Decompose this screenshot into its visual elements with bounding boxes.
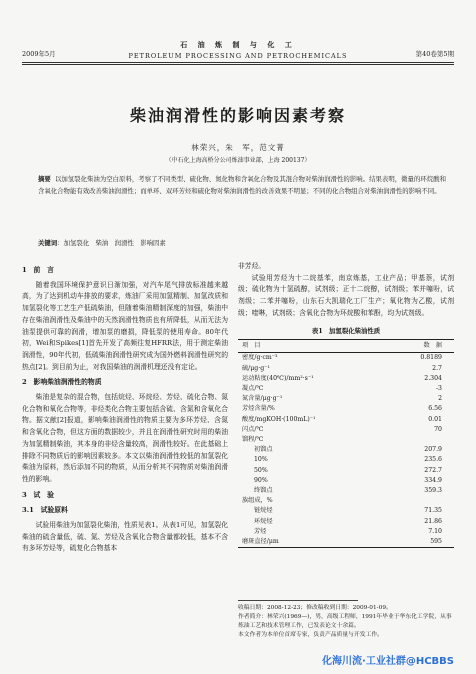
table-cell-value: 359.3 bbox=[424, 487, 442, 495]
table-cell-value: 0.8189 bbox=[420, 354, 442, 362]
section-3-1-title: 3.1 试验原料 bbox=[22, 506, 68, 515]
table-cell-value: 207.9 bbox=[424, 446, 442, 454]
table-row bbox=[238, 404, 454, 414]
table-row bbox=[238, 486, 454, 496]
keywords-label: 关键词 bbox=[38, 239, 58, 247]
table-cell-label: 10% bbox=[254, 456, 268, 464]
table-cell-value: 70 bbox=[434, 425, 442, 433]
table-row bbox=[238, 496, 454, 506]
header-date: 2009年5月 bbox=[22, 50, 56, 58]
table-cell-label: 终馏点 bbox=[254, 487, 273, 495]
abstract-label: 摘要 bbox=[38, 175, 51, 183]
table-cell-value: 2 bbox=[438, 395, 442, 403]
section-1-paragraph: 随着我国环境保护意识日渐加强，对汽车尾气排放标准越来越高，为了达到机动车排放的要求，炼油厂采用加氢精制、加氢改质和加氢裂化等工艺生产低硫柴油，但随着柴油精制深度的加强，柴油中存在柴油润滑性及柴油中的天然润滑性物质也有所降低，从而无法为油泵提供可靠的润滑，增加泵的磨损，降低泵的使用寿命。80年代初，Wei和Spikes[1]首先开发了高频往复HFRR法，用于测定柴油润滑性，90年代初，低硫柴油润滑性研究成为国外燃料润滑性研究的热点[2]。到目前为止，对我国柴油的润滑机理还没有定论。 bbox=[22, 280, 228, 371]
table-cell-value: -3 bbox=[435, 385, 442, 393]
journal-name-cn: 石 油 炼 制 与 化 工 bbox=[180, 40, 296, 49]
footnote-received: 收稿日期：2008-12-23；修改稿收到日期：2009-01-09。 bbox=[238, 605, 392, 611]
table-cell-label: 闪点/℃ bbox=[242, 425, 264, 433]
table-cell-value: 235.6 bbox=[424, 456, 442, 464]
table-row bbox=[238, 364, 454, 374]
table-cell-label: 酸度/mgKOH·(100mL)⁻¹ bbox=[242, 415, 316, 423]
keywords-text: 加氢裂化 柴油 润滑性 影响因素 bbox=[63, 239, 166, 247]
section-3-title: 3 试 验 bbox=[22, 490, 54, 499]
section-3-1-paragraph: 试验用柴油为加氢裂化柴油，性质见表1。从表1可见，加氢裂化柴油的硫含量低，硫、氮、芳烃及含氧化合物含量都较低，基本不含有多环芳烃等，硫复化合物基本 bbox=[22, 521, 228, 553]
header-rule bbox=[22, 62, 454, 63]
table-cell-label: 凝点/℃ bbox=[242, 385, 264, 393]
table-row bbox=[238, 384, 454, 394]
table-cell-label: 磨斑直径/μm bbox=[238, 537, 386, 548]
table-row bbox=[238, 466, 454, 476]
abstract-text: 以加氢裂化柴油为空白原料，考察了不同类型、硫化物、氮化物和含氧化合物及其混合物对柴油润滑性的影响。结果表明，微量的环烷酸和含氧化合物能有效改善柴油润滑性；而单环、双环芳烃和硫化物对柴油润滑性的改善效果不明显；不同的化合物组合对柴油润滑性的影响不同。 bbox=[38, 175, 446, 195]
table-cell-label: 硫/μg·g⁻¹ bbox=[242, 364, 270, 372]
table-row bbox=[238, 476, 454, 486]
table-cell-label: 芳烃含量/% bbox=[242, 405, 275, 413]
header-volume: 第40卷第5期 bbox=[415, 50, 454, 58]
table-row bbox=[238, 394, 454, 404]
table-cell-label: 馏程/℃ bbox=[242, 436, 264, 444]
table-cell-label: 族组成，% bbox=[242, 497, 273, 505]
table-cell-value: 7.10 bbox=[428, 527, 442, 535]
authors: 林荣兴，朱 军，范文菁 bbox=[191, 143, 285, 152]
section-2-paragraph: 柴油是复杂的混合物，包括烷烃、环烷烃、芳烃、硫化合物、氮化合物和氧化合物等，非烃类化合物主要包括含硫、含氮和含氧化合物。据文献[2]报道，影响柴油润滑性的物质主要为多环芳烃、含氮和含氧化合物，但这方面的数据较少，并且在润滑性研究时用的柴油为加氢精制柴油，其本身的非烃含量较高，润滑性较好。在此基础上排除不同物质后的影响因素较多。本文以柴油润滑性较低的加氢裂化柴油为原料，然后添加不同的物质，从而分析其不同物质对柴油润滑性的影响。 bbox=[22, 393, 228, 483]
table-cell-value: 2.304 bbox=[424, 374, 442, 382]
affiliation: （中石化上海高桥分公司炼油事业部，上海 200137） bbox=[165, 157, 311, 164]
table-header-row bbox=[238, 340, 454, 353]
left-column bbox=[22, 261, 228, 555]
table-row bbox=[238, 425, 454, 435]
keywords: 关键词：加氢裂化 柴油 润滑性 影响因素 bbox=[38, 239, 166, 247]
table-cell-value: 595 bbox=[386, 537, 454, 548]
header-rule-thin bbox=[22, 64, 454, 65]
table-row bbox=[238, 455, 454, 465]
right-column bbox=[238, 261, 454, 548]
section-1-title: 1 前 言 bbox=[22, 266, 54, 274]
table-row bbox=[238, 506, 454, 516]
footnote-note: 本文作者为本单位首席专家，负责产品质量与开发工作。 bbox=[238, 632, 383, 638]
table-cell-value: 71.35 bbox=[424, 507, 442, 515]
table-cell-value bbox=[386, 496, 454, 506]
table-cell-label: 50% bbox=[254, 466, 268, 474]
table-row bbox=[238, 435, 454, 445]
table-row bbox=[238, 537, 454, 548]
table-cell-value: 0.01 bbox=[428, 415, 442, 423]
table-row bbox=[238, 353, 454, 364]
table-row bbox=[238, 517, 454, 527]
paper-title: 柴油润滑性的影响因素考察 bbox=[129, 106, 346, 125]
journal-name-en: PETROLEUM PROCESSING AND PETROCHEMICALS bbox=[128, 52, 348, 60]
table-cell-label: 芳烃 bbox=[254, 527, 267, 535]
watermark: 化海川流·工业社群@HCBBS bbox=[322, 656, 454, 667]
materials-paragraph: 试验用芳烃为十二烷基苯，南京炼基，工业产品；甲基萘，试剂级；硫化物为十氢硫醇，试剂级；正十二烷醇，试剂级；苯并噻吩，试剂级；二苯并噻吩，山东石大凯瑞化工厂生产；氧化物为乙酸，试剂级；喹啉，试剂级；含氧化合物为环烷酸和苯酚，均为试剂级。 bbox=[238, 273, 454, 317]
journal-header bbox=[0, 40, 476, 60]
table-cell-label: 运动粘度(40℃)/mm²·s⁻¹ bbox=[242, 374, 314, 382]
table-cell-value: 21.86 bbox=[424, 517, 442, 525]
footnote-rule bbox=[238, 600, 358, 601]
section-2-title: 2 影响柴油润滑性的物质 bbox=[22, 378, 102, 387]
table-cell-label: 密度/g·cm⁻³ bbox=[242, 354, 278, 362]
footnote-author-bio: 作者简介：林荣兴(1969—)，男，高级工程师，1991年毕业于华东化工学院，从事炼油工艺和技术管理工作，已发表论文十余篇。 bbox=[238, 614, 452, 629]
table-cell-value: 2.7 bbox=[432, 364, 442, 372]
table-row bbox=[238, 415, 454, 425]
properties-table bbox=[238, 339, 454, 548]
table-cell-value: 334.9 bbox=[424, 476, 442, 484]
table-cell-label: 初馏点 bbox=[254, 446, 273, 454]
table-cell-value: 6.56 bbox=[428, 405, 442, 413]
table-title: 表1 加氢裂化柴油性质 bbox=[311, 326, 381, 335]
table-row bbox=[238, 445, 454, 455]
abstract bbox=[38, 173, 446, 197]
table-cell-value: 272.7 bbox=[424, 466, 442, 474]
table-cell-value bbox=[386, 435, 454, 445]
footnote bbox=[238, 604, 454, 640]
table-cell-label: 链烷烃 bbox=[254, 507, 273, 515]
table-row bbox=[238, 374, 454, 384]
right-col-continuation: 非芳烃。 bbox=[238, 262, 266, 270]
table-cell-label: 氮含量/μg·g⁻¹ bbox=[242, 395, 283, 403]
table-row bbox=[238, 527, 454, 537]
table-header-data: 数 据 bbox=[386, 340, 454, 353]
table-cell-label: 90% bbox=[254, 476, 268, 484]
table-header-item: 项 目 bbox=[238, 340, 386, 353]
table-cell-label: 环烷烃 bbox=[254, 517, 273, 525]
